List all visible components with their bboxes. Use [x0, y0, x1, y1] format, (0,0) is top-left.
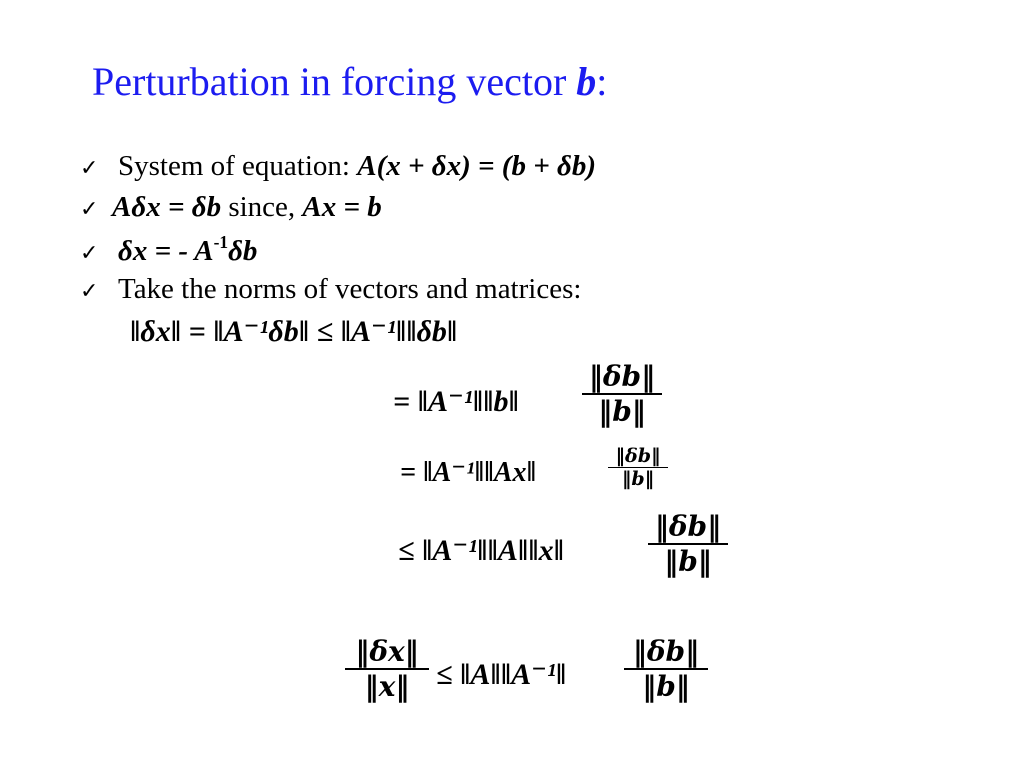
fraction-numerator: ‖δx‖	[355, 635, 419, 668]
fraction-denominator: ‖x‖	[364, 670, 410, 703]
derivation-line-2: = ‖A⁻¹‖‖b‖	[393, 385, 519, 418]
bullet-text: since,	[221, 191, 303, 223]
bullet-expression: δx = - A	[118, 235, 214, 268]
bullet-expression: A(x + δx) = (b + δb)	[357, 150, 596, 182]
bullet-expression: Aδx = δb	[112, 191, 222, 223]
title-text: Perturbation in forcing vector	[92, 59, 577, 104]
result-middle: ≤ ‖A‖‖A⁻¹‖	[436, 658, 567, 691]
bullet-text: System of equation:	[118, 150, 358, 182]
fraction-denominator: ‖b‖	[664, 545, 712, 578]
checkmark-icon: ✓	[80, 241, 99, 267]
checkmark-icon: ✓	[80, 279, 99, 304]
bullet-system-equation	[80, 150, 596, 183]
derivation-line-3-fraction	[608, 445, 668, 490]
derivation-line-2-fraction	[582, 360, 662, 428]
bullet-delta-relation	[80, 191, 382, 224]
result-lhs-fraction	[345, 635, 429, 703]
derivation-line-3: = ‖A⁻¹‖‖Ax‖	[400, 457, 537, 488]
checkmark-icon: ✓	[80, 197, 99, 222]
bullet-text: Take the norms of vectors and matrices:	[118, 273, 582, 305]
fraction-numerator: ‖δb‖	[654, 510, 722, 543]
bullet-expression-2: Ax = b	[302, 191, 382, 223]
fraction-denominator: ‖b‖	[621, 468, 655, 490]
bullet-take-norms	[80, 273, 581, 306]
fraction-numerator: ‖δb‖	[615, 445, 661, 467]
slide-title	[92, 58, 607, 105]
result-rhs-fraction	[624, 635, 708, 703]
derivation-line-4-fraction	[648, 510, 728, 578]
bullet-superscript: -1	[213, 232, 229, 252]
bullet-expression-end: δb	[228, 235, 258, 268]
fraction-numerator: ‖δb‖	[632, 635, 700, 668]
bullet-delta-x	[80, 232, 257, 268]
title-variable: b	[576, 59, 597, 104]
fraction-numerator: ‖δb‖	[588, 360, 656, 393]
title-colon: :	[596, 59, 608, 104]
checkmark-icon: ✓	[80, 156, 99, 181]
fraction-denominator: ‖b‖	[598, 395, 646, 428]
fraction-denominator: ‖b‖	[642, 670, 690, 703]
derivation-line-1: ‖δx‖ = ‖A⁻¹δb‖ ≤ ‖A⁻¹‖‖δb‖	[130, 315, 458, 348]
derivation-line-4: ≤ ‖A⁻¹‖‖A‖‖x‖	[398, 534, 565, 567]
